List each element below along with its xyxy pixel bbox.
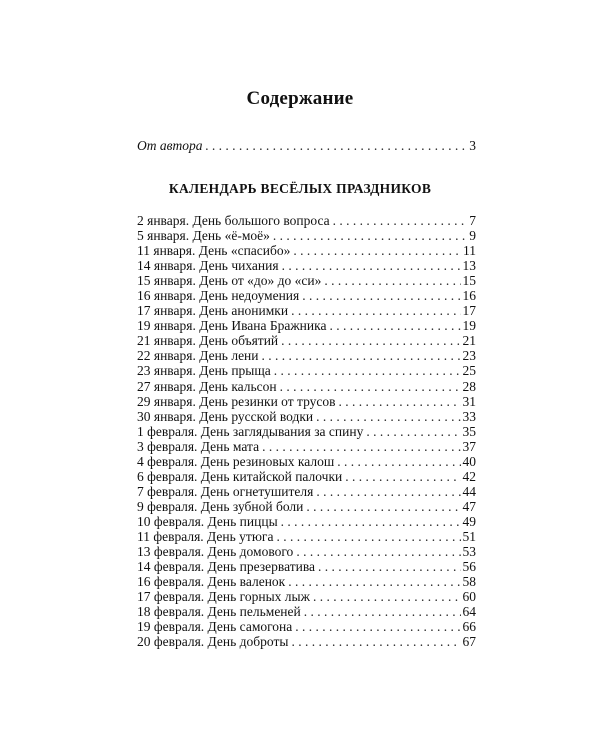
- toc-entry[interactable]: [137, 243, 476, 258]
- toc-entry-page: 16: [462, 288, 476, 304]
- toc-entry-label: 11 января. День «спасибо»: [137, 243, 291, 259]
- toc-entry-page: 28: [462, 378, 476, 394]
- dot-leader: [281, 333, 460, 348]
- dot-leader: [276, 529, 460, 544]
- toc-entry-page: 40: [462, 453, 476, 469]
- toc-entry-page: 17: [462, 303, 476, 319]
- toc-entry[interactable]: [137, 228, 476, 243]
- dot-leader: [296, 544, 460, 559]
- toc-entry-page: 33: [462, 408, 476, 424]
- toc-entry[interactable]: [137, 544, 476, 559]
- dot-leader: [313, 589, 461, 604]
- toc-entry-label: 6 февраля. День китайской палочки: [137, 468, 343, 484]
- toc-entry-label: 7 февраля. День огнетушителя: [137, 483, 314, 499]
- section-heading: КАЛЕНДАРЬ ВЕСЁЛЫХ ПРАЗДНИКОВ: [168, 181, 432, 196]
- dot-leader: [274, 363, 461, 378]
- dot-leader: [329, 318, 460, 333]
- toc-entry[interactable]: [137, 303, 476, 318]
- toc-entry-label: 29 января. День резинки от трусов: [137, 393, 336, 409]
- toc-entry[interactable]: [137, 273, 476, 288]
- toc-entry[interactable]: [137, 529, 476, 544]
- dot-leader: [324, 273, 460, 288]
- toc-entry-page: 19: [462, 318, 476, 334]
- toc-entry-page: 47: [462, 498, 476, 514]
- dot-leader: [273, 228, 467, 243]
- dot-leader: [281, 514, 461, 529]
- toc-entry-label: 30 января. День русской водки: [137, 408, 314, 424]
- toc-entry[interactable]: [137, 379, 476, 394]
- toc-entry-label: 20 февраля. День доброты: [137, 634, 289, 650]
- toc-entry-label: 18 февраля. День пельменей: [137, 604, 301, 620]
- toc-entry-page: 49: [462, 513, 476, 529]
- toc-entry[interactable]: [137, 394, 476, 409]
- toc-entry[interactable]: [137, 348, 476, 363]
- dot-leader: [339, 394, 461, 409]
- toc-entry-page: 25: [462, 363, 476, 379]
- toc-entry-page: 42: [462, 468, 476, 484]
- toc-entry[interactable]: [137, 559, 476, 574]
- toc-entry[interactable]: [137, 619, 476, 634]
- toc-entry-label: 16 января. День недоумения: [137, 288, 300, 304]
- toc-entry-page: 56: [462, 559, 476, 575]
- toc-entry[interactable]: [137, 288, 476, 303]
- dot-leader: [316, 484, 460, 499]
- dot-leader: [293, 243, 461, 258]
- toc-entry-page: 21: [462, 333, 476, 349]
- page-title: Содержание: [246, 88, 354, 109]
- dot-leader: [291, 634, 460, 649]
- toc-entry-label: 23 января. День прыща: [137, 363, 271, 379]
- toc-entry[interactable]: [137, 333, 476, 348]
- toc-entry-label: 4 февраля. День резиновых калош: [137, 453, 335, 469]
- toc-entry-page: 23: [462, 348, 476, 364]
- toc-entry-label: 15 января. День от «до» до «си»: [137, 273, 322, 289]
- toc-entry-page: 60: [462, 589, 476, 605]
- dot-leader: [345, 469, 460, 484]
- toc-entry[interactable]: [137, 574, 476, 589]
- toc-entry-page: 15: [462, 273, 476, 289]
- dot-leader: [304, 604, 461, 619]
- dot-leader: [291, 303, 460, 318]
- toc-entry-page: 11: [463, 243, 476, 259]
- toc-entry-label: 5 января. День «ё-моё»: [137, 228, 270, 244]
- toc-entry-label: 22 января. День лени: [137, 348, 259, 364]
- toc-entry-page: 58: [462, 574, 476, 590]
- toc-entry[interactable]: [137, 318, 476, 333]
- dot-leader: [306, 499, 460, 514]
- toc-entry-label: 14 января. День чихания: [137, 258, 279, 274]
- dot-leader: [282, 258, 461, 273]
- toc-entry[interactable]: [137, 499, 476, 514]
- toc-entry-page: 35: [462, 423, 476, 439]
- toc-entry-page: 13: [462, 258, 476, 274]
- toc-entry[interactable]: [137, 454, 476, 469]
- toc-entry[interactable]: [137, 469, 476, 484]
- toc-entry-label: 19 января. День Ивана Бражника: [137, 318, 327, 334]
- toc-entry[interactable]: [137, 484, 476, 499]
- toc-entry[interactable]: [137, 409, 476, 424]
- dot-leader: [366, 424, 460, 439]
- dot-leader: [318, 559, 460, 574]
- toc-entry[interactable]: [137, 514, 476, 529]
- toc-entry-label: 13 февраля. День домового: [137, 544, 294, 560]
- dot-leader: [295, 619, 460, 634]
- toc-entry-label: 14 февраля. День презерватива: [137, 559, 316, 575]
- toc-entry-page: 9: [469, 228, 476, 244]
- dot-leader: [337, 454, 460, 469]
- toc-entry-label: 11 февраля. День утюга: [137, 528, 274, 544]
- toc-entry[interactable]: [137, 213, 476, 228]
- toc-entry-label: 3 февраля. День мата: [137, 438, 260, 454]
- dot-leader: [262, 348, 461, 363]
- toc-entry-page: 7: [469, 213, 476, 228]
- toc-entry-page: 37: [462, 438, 476, 454]
- toc-entry-page: 67: [462, 634, 476, 650]
- dot-leader: [262, 439, 460, 454]
- dot-leader: [205, 138, 467, 153]
- dot-leader: [333, 213, 468, 228]
- dot-leader: [280, 379, 461, 394]
- toc-list: [0, 213, 600, 649]
- toc-entry[interactable]: [137, 589, 476, 604]
- toc-entry-label: 10 февраля. День пиццы: [137, 513, 278, 529]
- toc-entry[interactable]: [137, 604, 476, 619]
- toc-entry[interactable]: [137, 634, 476, 649]
- toc-entry-label: 2 января. День большого вопроса: [137, 213, 330, 228]
- toc-entry-label: 27 января. День кальсон: [137, 378, 277, 394]
- toc-entry[interactable]: [137, 424, 476, 439]
- dot-leader: [316, 409, 460, 424]
- toc-entry-label: 1 февраля. День заглядывания за спину: [137, 423, 364, 439]
- dot-leader: [302, 288, 460, 303]
- toc-entry-page: 44: [462, 483, 476, 499]
- toc-entry-label: 17 января. День анонимки: [137, 303, 289, 319]
- toc-entry-intro[interactable]: [137, 138, 476, 153]
- toc-entry-page: 53: [462, 544, 476, 560]
- toc-entry[interactable]: [137, 363, 476, 378]
- toc-entry-page: 31: [462, 393, 476, 409]
- toc-entry-label: 21 января. День объятий: [137, 333, 279, 349]
- toc-entry-label: 17 февраля. День горных лыж: [137, 589, 310, 605]
- toc-entry[interactable]: [137, 258, 476, 273]
- toc-entry-label: 19 февраля. День самогона: [137, 619, 293, 635]
- toc-entry-page: 51: [462, 528, 476, 544]
- dot-leader: [288, 574, 460, 589]
- toc-entry-page: 64: [462, 604, 476, 620]
- toc-entry-page: 66: [462, 619, 476, 635]
- toc-entry[interactable]: [137, 439, 476, 454]
- toc-entry-page: 3: [469, 138, 476, 153]
- toc-entry-label: 9 февраля. День зубной боли: [137, 498, 304, 514]
- toc-entry-label: 16 февраля. День валенок: [137, 574, 286, 590]
- toc-entry-label: От автора: [137, 138, 203, 153]
